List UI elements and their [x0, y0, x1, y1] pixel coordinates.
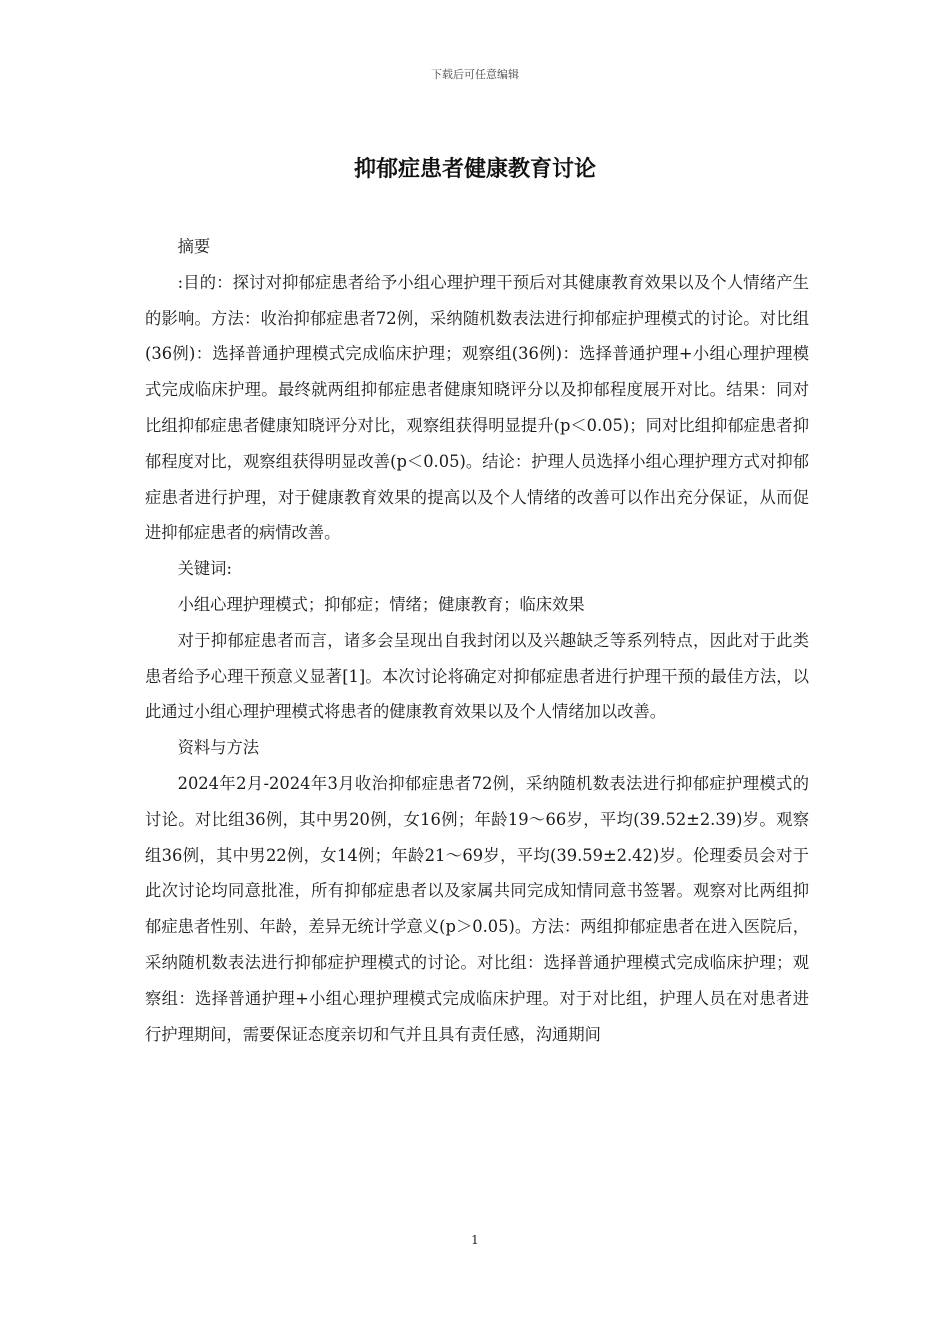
page-header: 下载后可任意编辑 — [431, 68, 519, 81]
methods-text: 2024年2月-2024年3月收治抑郁症患者72例，采纳随机数表法进行抑郁症护理模式的讨论。对比组36例，其中男20例，女16例；年龄19～66岁，平均(39.52±2.39)岁。观察组36例，其中男22例，女14例；年龄21～69岁，平均(39.59±2.42)岁。伦理委员会对于此次讨论均同意批准，所有抑郁症患者以及家属共同完成知情同意书签署。观察对比两组抑郁症患者性别、年龄，差异无统计学意义(p＞0.05)。方法：两组抑郁症患者在进入医院后，采纳随机数表法进行抑郁症护理模式的讨论。对比组：选择普通护理模式完成临床护理；观察组：选择普通护理+小组心理护理模式完成临床护理。对于对比组，护理人员在对患者进行护理期间，需要保证态度亲切和气并且具有责任感，沟通期间 — [145, 773, 809, 1044]
keywords-heading: 关键词: — [177, 559, 232, 579]
document-title: 抑郁症患者健康教育讨论 — [353, 157, 596, 182]
abstract-heading: 摘要 — [177, 237, 211, 256]
document-body — [145, 229, 809, 1052]
abstract-text: :目的：探讨对抑郁症患者给予小组心理护理干预后对其健康教育效果以及个人情绪产生的影响。方法：收治抑郁症患者72例，采纳随机数表法进行抑郁症护理模式的讨论。对比组(36例)：选择普通护理模式完成临床护理；观察组(36例)：选择普通护理+小组心理护理模式完成临床护理。最终就两组抑郁症患者健康知晓评分以及抑郁程度展开对比。结果：同对比组抑郁症患者健康知晓评分对比，观察组获得明显提升(p＜0.05)；同对比组抑郁症患者抑郁程度对比，观察组获得明显改善(p＜0.05)。结论：护理人员选择小组心理护理方式对抑郁症患者进行护理，对于健康教育效果的提高以及个人情绪的改善可以作出充分保证，从而促进抑郁症患者的病情改善。 — [145, 272, 809, 543]
methods-heading: 资料与方法 — [177, 738, 260, 758]
intro-paragraph: 对于抑郁症患者而言，诸多会呈现出自我封闭以及兴趣缺乏等系列特点，因此对于此类患者给予心理干预意义显著[1]。本次讨论将确定对抑郁症患者进行护理干预的最佳方法，以此通过小组心理护理模式将患者的健康教育效果以及个人情绪加以改善。 — [145, 630, 809, 722]
keywords-text: 小组心理护理模式；抑郁症；情绪；健康教育；临床效果 — [177, 594, 585, 614]
page-number: 1 — [471, 1233, 479, 1247]
